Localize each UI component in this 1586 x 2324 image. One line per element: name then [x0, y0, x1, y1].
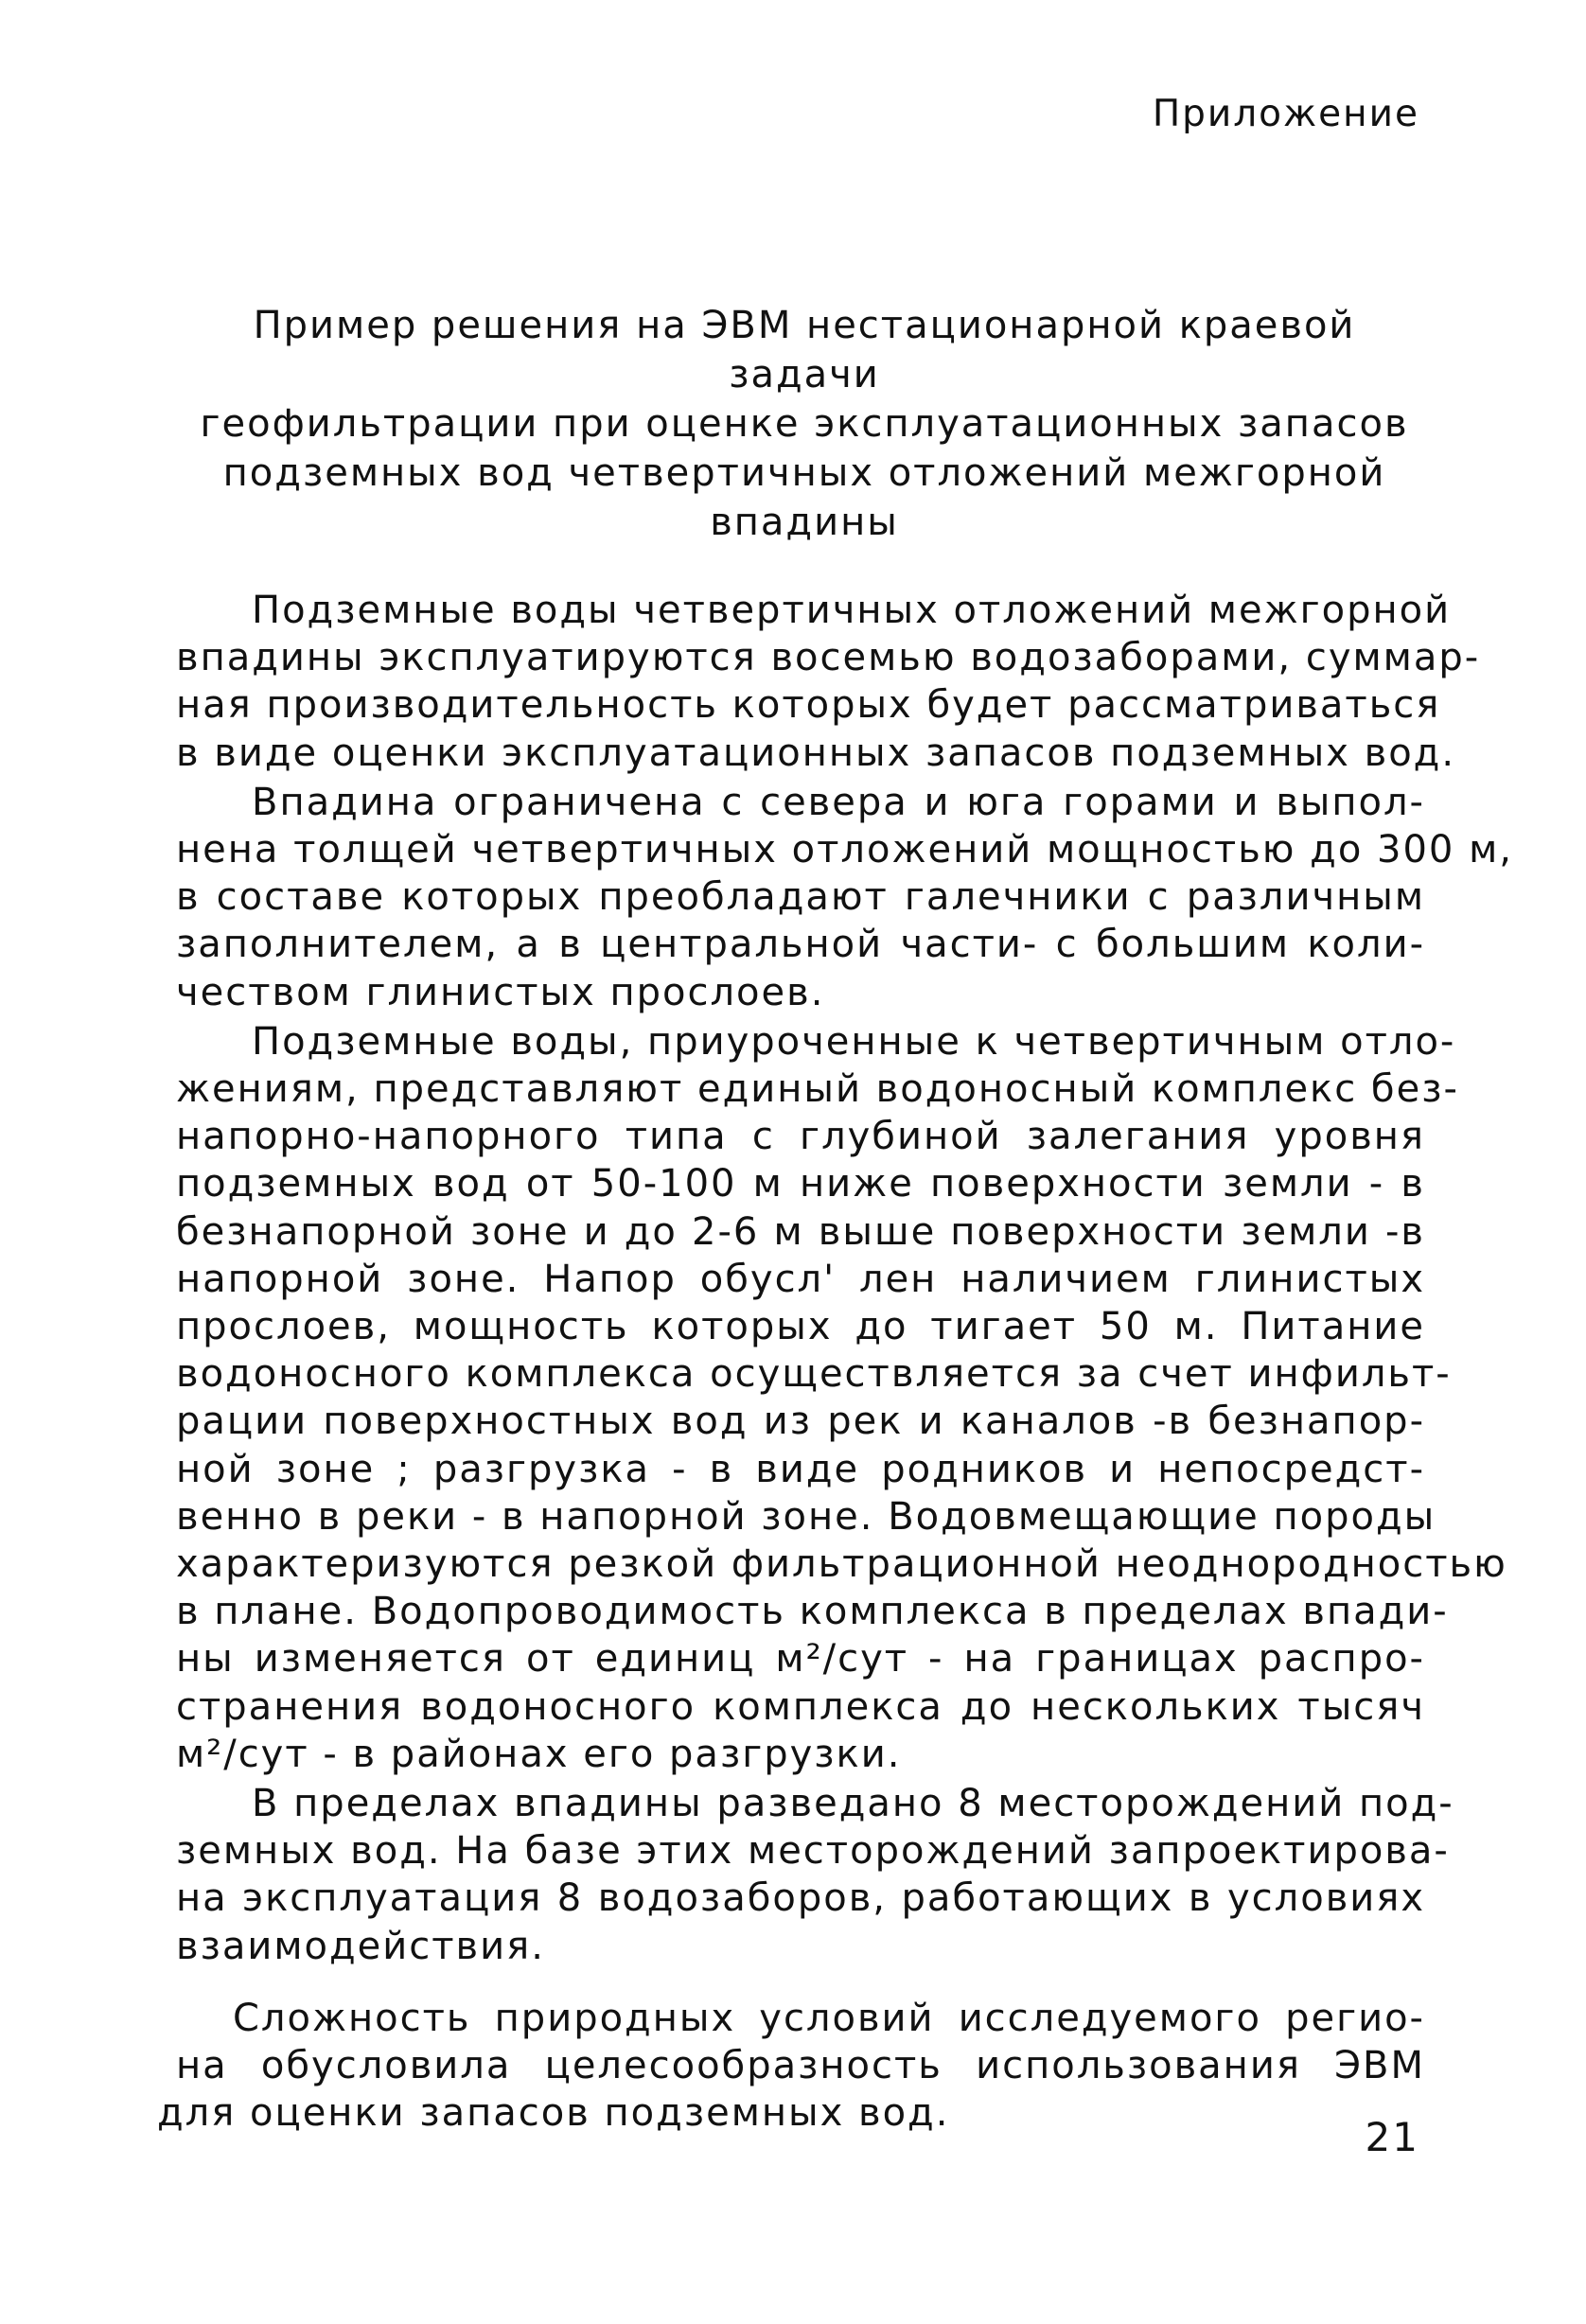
text-line: в плане. Водопроводимость комплекса в пределах впади-: [176, 1590, 1449, 1634]
text-line: взаимодействия.: [176, 1924, 545, 1968]
text-line: земных вод. На базе этих месторождений запроектирова-: [176, 1829, 1450, 1874]
text-line: впадины эксплуатируются восемью водозаборами, суммар-: [176, 636, 1481, 680]
text-line: нена толщей четвертичных отложений мощностью до 300 м,: [176, 828, 1513, 872]
paragraph-5: [157, 1995, 1425, 2138]
text-line: напорной зоне. Напор обусл' лен наличием глинистых: [176, 1257, 1425, 1301]
document-title: [189, 301, 1419, 547]
text-line: ны изменяется от единиц м²/сут - на границах распро-: [176, 1637, 1425, 1681]
text-line: Подземные воды, приуроченные к четвертичным отло-: [252, 1019, 1456, 1064]
text-line: в составе которых преобладают галечники с различным: [176, 875, 1425, 920]
text-line: заполнителем, а в центральной части- с большим коли-: [176, 923, 1425, 967]
text-line: ной зоне ; разгрузка - в виде родников и непосредст-: [176, 1447, 1425, 1491]
text-line: на обусловила целесообразность использования ЭВМ: [176, 2044, 1425, 2088]
paragraph-4: [176, 1780, 1454, 1970]
text-line: странения водоносного комплекса до нескольких тысяч: [176, 1684, 1425, 1729]
text-line: В пределах впадины разведано 8 месторождений под-: [252, 1782, 1454, 1826]
title-line: впадины: [710, 501, 899, 544]
title-line: подземных вод четвертичных отложений межгорной: [222, 451, 1386, 495]
page-number: 21: [1365, 2114, 1419, 2160]
text-line: м²/сут - в районах его разгрузки.: [176, 1732, 902, 1776]
text-line: характеризуются резкой фильтрационной неоднородностью: [176, 1542, 1507, 1587]
text-line: водоносного комплекса осуществляется за счет инфильт-: [176, 1352, 1452, 1397]
text-line: ная производительность которых будет рассматриваться: [176, 683, 1441, 728]
text-line: в виде оценки эксплуатационных запасов подземных вод.: [176, 731, 1456, 775]
text-line: подземных вод от 50-100 м ниже поверхности земли - в: [176, 1162, 1425, 1206]
text-line: для оценки запасов подземных вод.: [157, 2091, 950, 2136]
text-line: Сложность природных условий исследуемого регио-: [233, 1996, 1425, 2040]
text-line: рации поверхностных вод из рек и каналов -в безнапор-: [176, 1400, 1425, 1444]
title-line: геофильтрации при оценке эксплуатационных запасов: [200, 402, 1409, 446]
text-line: Впадина ограничена с севера и юга горами и выпол-: [252, 780, 1425, 824]
text-line: чеством глинистых прослоев.: [176, 970, 825, 1014]
document-body: [157, 587, 1513, 2138]
text-line: напорно-напорного типа с глубиной залегания уровня: [176, 1115, 1425, 1159]
paragraph-1: [176, 587, 1481, 777]
text-line: прослоев, мощность которых до тигает 50 м. Питание: [176, 1305, 1425, 1349]
title-line: Пример решения на ЭВМ нестационарной краевой задачи: [253, 304, 1356, 396]
paragraph-3: [176, 1018, 1507, 1778]
text-line: на эксплуатация 8 водозаборов, работающих в условиях: [176, 1876, 1425, 1921]
text-line: жениям, представляют единый водоносный комплекс без-: [176, 1067, 1459, 1112]
paragraph-2: [176, 779, 1513, 1016]
appendix-header: Приложение: [1152, 93, 1419, 135]
text-line: венно в реки - в напорной зоне. Водовмещающие породы: [176, 1494, 1436, 1539]
text-line: безнапорной зоне и до 2-6 м выше поверхности земли -в: [176, 1209, 1425, 1254]
text-line: Подземные воды четвертичных отложений межгорной: [252, 589, 1452, 632]
